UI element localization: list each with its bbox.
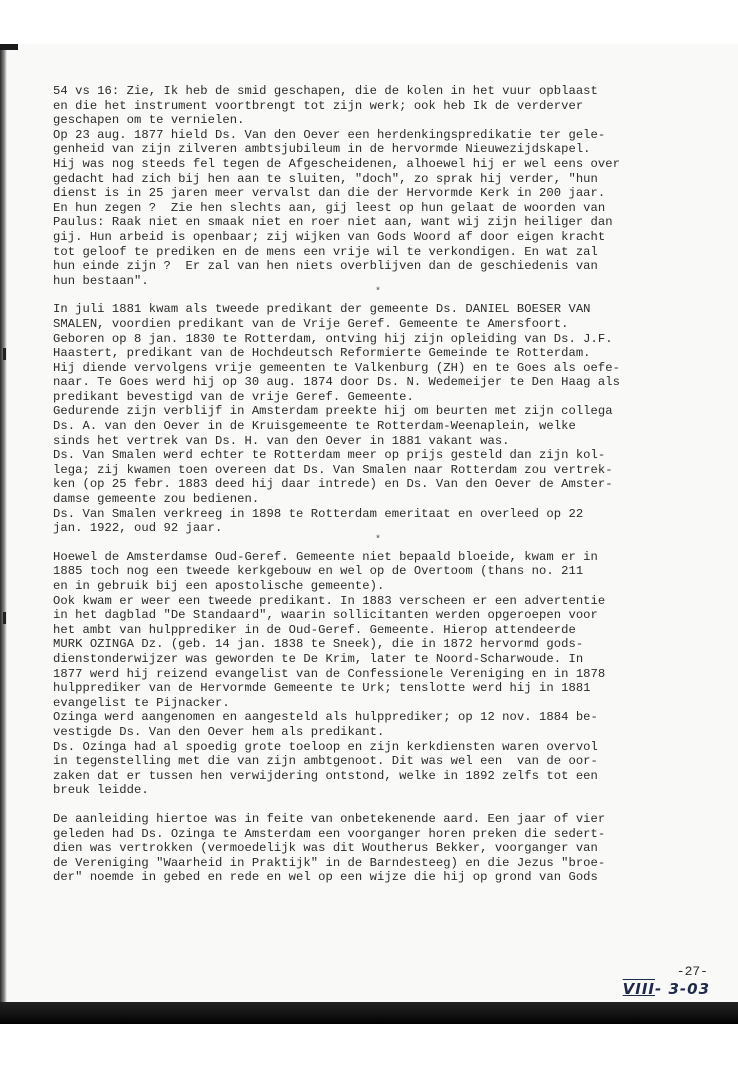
text-line: hulpprediker van de Hervormde Gemeente te Urk; tenslotte werd hij in 1881 [53, 681, 591, 696]
text-line: gij. Hun arbeid is openbaar; zij wijken van Gods Woord af door eigen kracht [53, 229, 606, 244]
text-line: Op 23 aug. 1877 hield Ds. Van den Oever een herdenkingspredikatie ter gele- [53, 127, 606, 142]
text-line: hun bestaan". [53, 273, 149, 288]
paragraph [53, 550, 703, 798]
text-line: der" noemde in gebed en rede en wel op een wijze die hij op grond van Gods [53, 870, 598, 885]
handwritten-page-stamp [600, 980, 710, 998]
binding-hole-mark [3, 612, 6, 624]
text-line: En hun zegen ? Zie hen slechts aan, gij leest op hun gelaat de woorden van [53, 200, 606, 215]
text-line: dien was vertrokken (vermoedelijk was dit Woutherus Bekker, voorganger van [53, 841, 598, 856]
document-body [53, 84, 703, 885]
text-line: ken (op 25 febr. 1883 deed hij daar intrede) en Ds. Van den Oever de Amster- [53, 477, 613, 492]
text-line: evangelist te Pijnacker. [53, 695, 230, 710]
page-number: -27- [676, 964, 708, 979]
text-line: Gedurende zijn verblijf in Amsterdam preekte hij om beurten met zijn collega [53, 404, 613, 419]
text-line: zaken dat er tussen hen verwijdering ontstond, welke in 1892 zelfs tot een [53, 768, 598, 783]
text-line: lega; zij kwamen toen overeen dat Ds. Van Smalen naar Rotterdam zou vertrek- [53, 462, 613, 477]
stamp-rest: - 3-03 [655, 980, 710, 998]
text-line: Ook kwam er weer een tweede predikant. In 1883 verscheen er een advertentie [53, 593, 606, 608]
text-line: Haastert, predikant van de Hochdeutsch Reformierte Gemeinde te Rotterdam. [53, 346, 591, 361]
text-line: sinds het vertrek van Ds. H. van den Oever in 1881 vakant was. [53, 433, 510, 448]
text-line: Paulus: Raak niet en smaak niet en roer niet aan, want wij zijn heiliger dan [53, 215, 613, 230]
text-line: Ds. Ozinga had al spoedig grote toeloop en zijn kerkdiensten waren overvol [53, 739, 598, 754]
text-line: hun einde zijn ? Er zal van hen niets overblijven dan de geschiedenis van [53, 259, 598, 274]
paragraph [53, 84, 703, 288]
text-line: Hij diende vervolgens vrije gemeenten te Valkenburg (ZH) en te Goes als oefe- [53, 360, 621, 375]
text-line: in het dagblad "De Standaard", waarin sollicitanten werden opgeroepen voor [53, 608, 598, 623]
text-line: het ambt van hulpprediker in de Oud-Geref. Gemeente. Hierop attendeerde [53, 622, 576, 637]
text-line: 1885 toch nog een tweede kerkgebouw en wel op de Overtoom (thans no. 211 [53, 564, 584, 579]
text-line: Ds. Van Smalen verkreeg in 1898 te Rotterdam emeritaat en overleed op 22 [53, 506, 584, 521]
text-line: damse gemeente zou bedienen. [53, 492, 260, 507]
text-line: de Vereniging "Waarheid in Praktijk" in de Barndesteeg) en die Jezus "broe- [53, 855, 606, 870]
text-line: SMALEN, voordien predikant van de Vrije Geref. Gemeente te Amersfoort. [53, 316, 569, 331]
text-line: Ozinga werd aangenomen en aangesteld als hulpprediker; op 12 nov. 1884 be- [53, 710, 598, 725]
paragraph [53, 812, 703, 885]
scan-corner-shadow [0, 44, 18, 50]
scan-bottom-edge [0, 1002, 738, 1024]
section-separator: * [374, 287, 382, 299]
text-line: Hij was nog steeds fel tegen de Afgescheidenen, alhoewel hij er wel eens over [53, 156, 621, 171]
text-line: genheid van zijn zilveren ambtsjubileum in de hervormde Nieuwezijdskapel. [53, 142, 591, 157]
text-line: naar. Te Goes werd hij op 30 aug. 1874 door Ds. N. Wedemeijer te Den Haag als [53, 375, 621, 390]
text-line: 1877 werd hij reizend evangelist van de Confessionele Vereniging en in 1878 [53, 666, 606, 681]
text-line: dienst is in 25 jaren meer vervalst dan die der Hervormde Kerk in 200 jaar. [53, 186, 606, 201]
stamp-volume: VIII [622, 980, 656, 998]
text-line: geschapen om te vernielen. [53, 113, 245, 128]
text-line: Geboren op 8 jan. 1830 te Rotterdam, ontving hij zijn opleiding van Ds. J.F. [53, 331, 613, 346]
text-line: MURK OZINGA Dz. (geb. 14 jan. 1838 te Sneek), die in 1872 hervormd gods- [53, 637, 584, 652]
text-line: jan. 1922, oud 92 jaar. [53, 521, 223, 536]
text-line: Ds. A. van den Oever in de Kruisgemeente te Rotterdam-Weenaplein, welke [53, 419, 576, 434]
text-line: en in gebruik bij een apostolische gemeente). [53, 579, 385, 593]
paragraph [53, 302, 703, 536]
text-line: geleden had Ds. Ozinga te Amsterdam een voorganger horen preken die sedert- [53, 826, 606, 841]
text-line: predikant bevestigd van de vrije Geref. Gemeente. [53, 389, 414, 404]
text-line: gedacht had zich bij hen aan te sluiten, "doch", zo sprak hij verder, "hun [53, 171, 598, 186]
text-line: breuk leidde. [53, 783, 149, 798]
text-line: in tegenstelling met die van zijn ambtgenoot. Dit was wel een van de oor- [53, 754, 598, 769]
text-line: en die het instrument voortbrengt tot zijn werk; ook heb Ik de verderver [53, 98, 584, 113]
text-line: Hoewel de Amsterdamse Oud-Geref. Gemeente niet bepaald bloeide, kwam er in [53, 549, 598, 564]
section-separator: * [374, 534, 382, 546]
text-line: tot geloof te prediken en de mens een vrije wil te verkondigen. En wat zal [53, 244, 598, 259]
binding-hole-mark [3, 348, 6, 360]
scan-left-edge [0, 44, 7, 1012]
text-line: dienstonderwijzer was geworden te De Krim, later te Noord-Scharwoude. In [53, 651, 584, 666]
text-line: 54 vs 16: Zie, Ik heb de smid geschapen, die de kolen in het vuur opblaast [53, 84, 598, 98]
text-line: De aanleiding hiertoe was in feite van onbetekenende aard. Een jaar of vier [53, 811, 606, 826]
text-line: In juli 1881 kwam als tweede predikant der gemeente Ds. DANIEL BOESER VAN [53, 302, 591, 317]
text-line: vestigde Ds. Van den Oever hem als predikant. [53, 724, 385, 739]
text-line: Ds. Van Smalen werd echter te Rotterdam meer op prijs gesteld dan zijn kol- [53, 448, 606, 463]
